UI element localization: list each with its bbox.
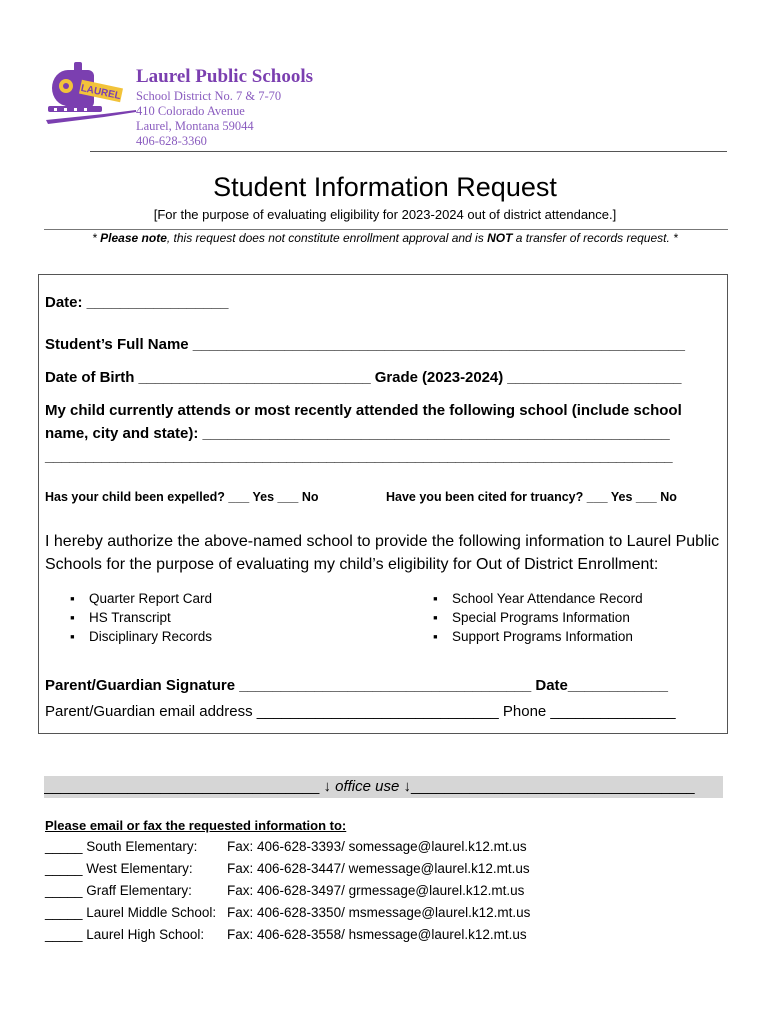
school-name-south: _____ South Elementary: [45,839,198,854]
office-use-label: ↓ office use ↓ [319,778,412,795]
school-row-middle[interactable] [45,905,530,920]
address-line-phone: 406-628-3360 [136,134,207,148]
info-item-quarter-report-card: ▪ Quarter Report Card [44,589,212,608]
page-title: Student Information Request [213,172,557,202]
school-name-middle: _____ Laurel Middle School: [45,905,217,920]
letterhead-divider [90,151,727,152]
info-list-left [44,589,212,646]
school-name-high: _____ Laurel High School: [45,927,205,942]
school-row-west[interactable] [45,861,530,876]
address-line-district: School District No. 7 & 7-70 [136,89,282,103]
info-item-attendance-record: ▪ School Year Attendance Record [407,589,643,608]
student-name-field[interactable]: Student’s Full Name ___________________________________________________________ [45,336,685,353]
info-list-right [407,589,643,646]
school-name-west: _____ West Elementary: [45,861,193,876]
note-please-note: Please note [100,231,167,245]
info-item-disciplinary-records: ▪ Disciplinary Records [44,627,212,646]
school-contact-south: Fax: 406-628-3393/ somessage@laurel.k12.mt.us [227,839,527,854]
disclaimer-note [0,231,770,245]
current-school-field-continued[interactable]: ______________________________________________________________________________ [45,448,673,465]
address-line-city: Laurel, Montana 59044 [136,119,254,133]
school-contact-graff: Fax: 406-628-3497/ grmessage@laurel.k12.mt.us [227,883,525,898]
office-use-bar [44,776,723,798]
school-name-graff: _____ Graff Elementary: [45,883,192,898]
date-field[interactable]: Date: _________________ [45,294,229,311]
school-contact-middle: Fax: 406-628-3350/ msmessage@laurel.k12.mt.us [227,905,531,920]
current-school-line-1: My child currently attends or most recently attended the following school (include school [45,402,682,419]
current-school-field[interactable]: name, city and state): ________________________________________________________ [45,425,670,442]
truancy-question[interactable]: Have you been cited for truancy? ___ Yes ___ No [386,490,677,504]
logo-text: LAUREL [79,82,122,103]
authorization-paragraph: I hereby authorize the above-named school to provide the following information to Laurel Public Schools for the purpose of evaluating my child’s eligibility for Out of District Enrollment: [45,533,720,573]
school-row-high[interactable] [45,927,527,942]
school-name: Laurel Public Schools [136,66,314,87]
guardian-email-phone-field[interactable]: Parent/Guardian email address _____________________________ Phone _______________ [45,703,676,720]
address-line-street: 410 Colorado Avenue [136,104,245,118]
school-logo-locomotive [44,62,136,128]
info-item-support-programs: ▪ Support Programs Information [407,627,643,646]
note-not: NOT [487,231,513,245]
page-subtitle: [For the purpose of evaluating eligibility for 2023-2024 out of district attendance.] [153,207,617,222]
note-prefix: * [92,231,101,245]
school-contact-west: Fax: 406-628-3447/ wemessage@laurel.k12.mt.us [227,861,530,876]
office-bar-right-line: __________________________________ [411,778,695,795]
school-row-south[interactable] [45,839,527,854]
office-bar-left-line: _________________________________ [44,778,320,795]
send-to-heading: Please email or fax the requested information to: [45,818,347,833]
dob-grade-field[interactable]: Date of Birth ____________________________ Grade (2023-2024) _____________________ [45,369,682,386]
subtitle-divider [44,229,728,230]
info-item-hs-transcript: ▪ HS Transcript [44,608,212,627]
expelled-question[interactable]: Has your child been expelled? ___ Yes ___ No [45,490,319,504]
note-suffix: a transfer of records request. * [512,231,678,245]
guardian-signature-field[interactable]: Parent/Guardian Signature ___________________________________ Date____________ [45,677,668,694]
info-item-special-programs: ▪ Special Programs Information [407,608,643,627]
school-row-graff[interactable] [45,883,524,898]
note-middle: , this request does not constitute enrollment approval and is [166,231,488,245]
school-contact-high: Fax: 406-628-3558/ hsmessage@laurel.k12.mt.us [227,927,527,942]
